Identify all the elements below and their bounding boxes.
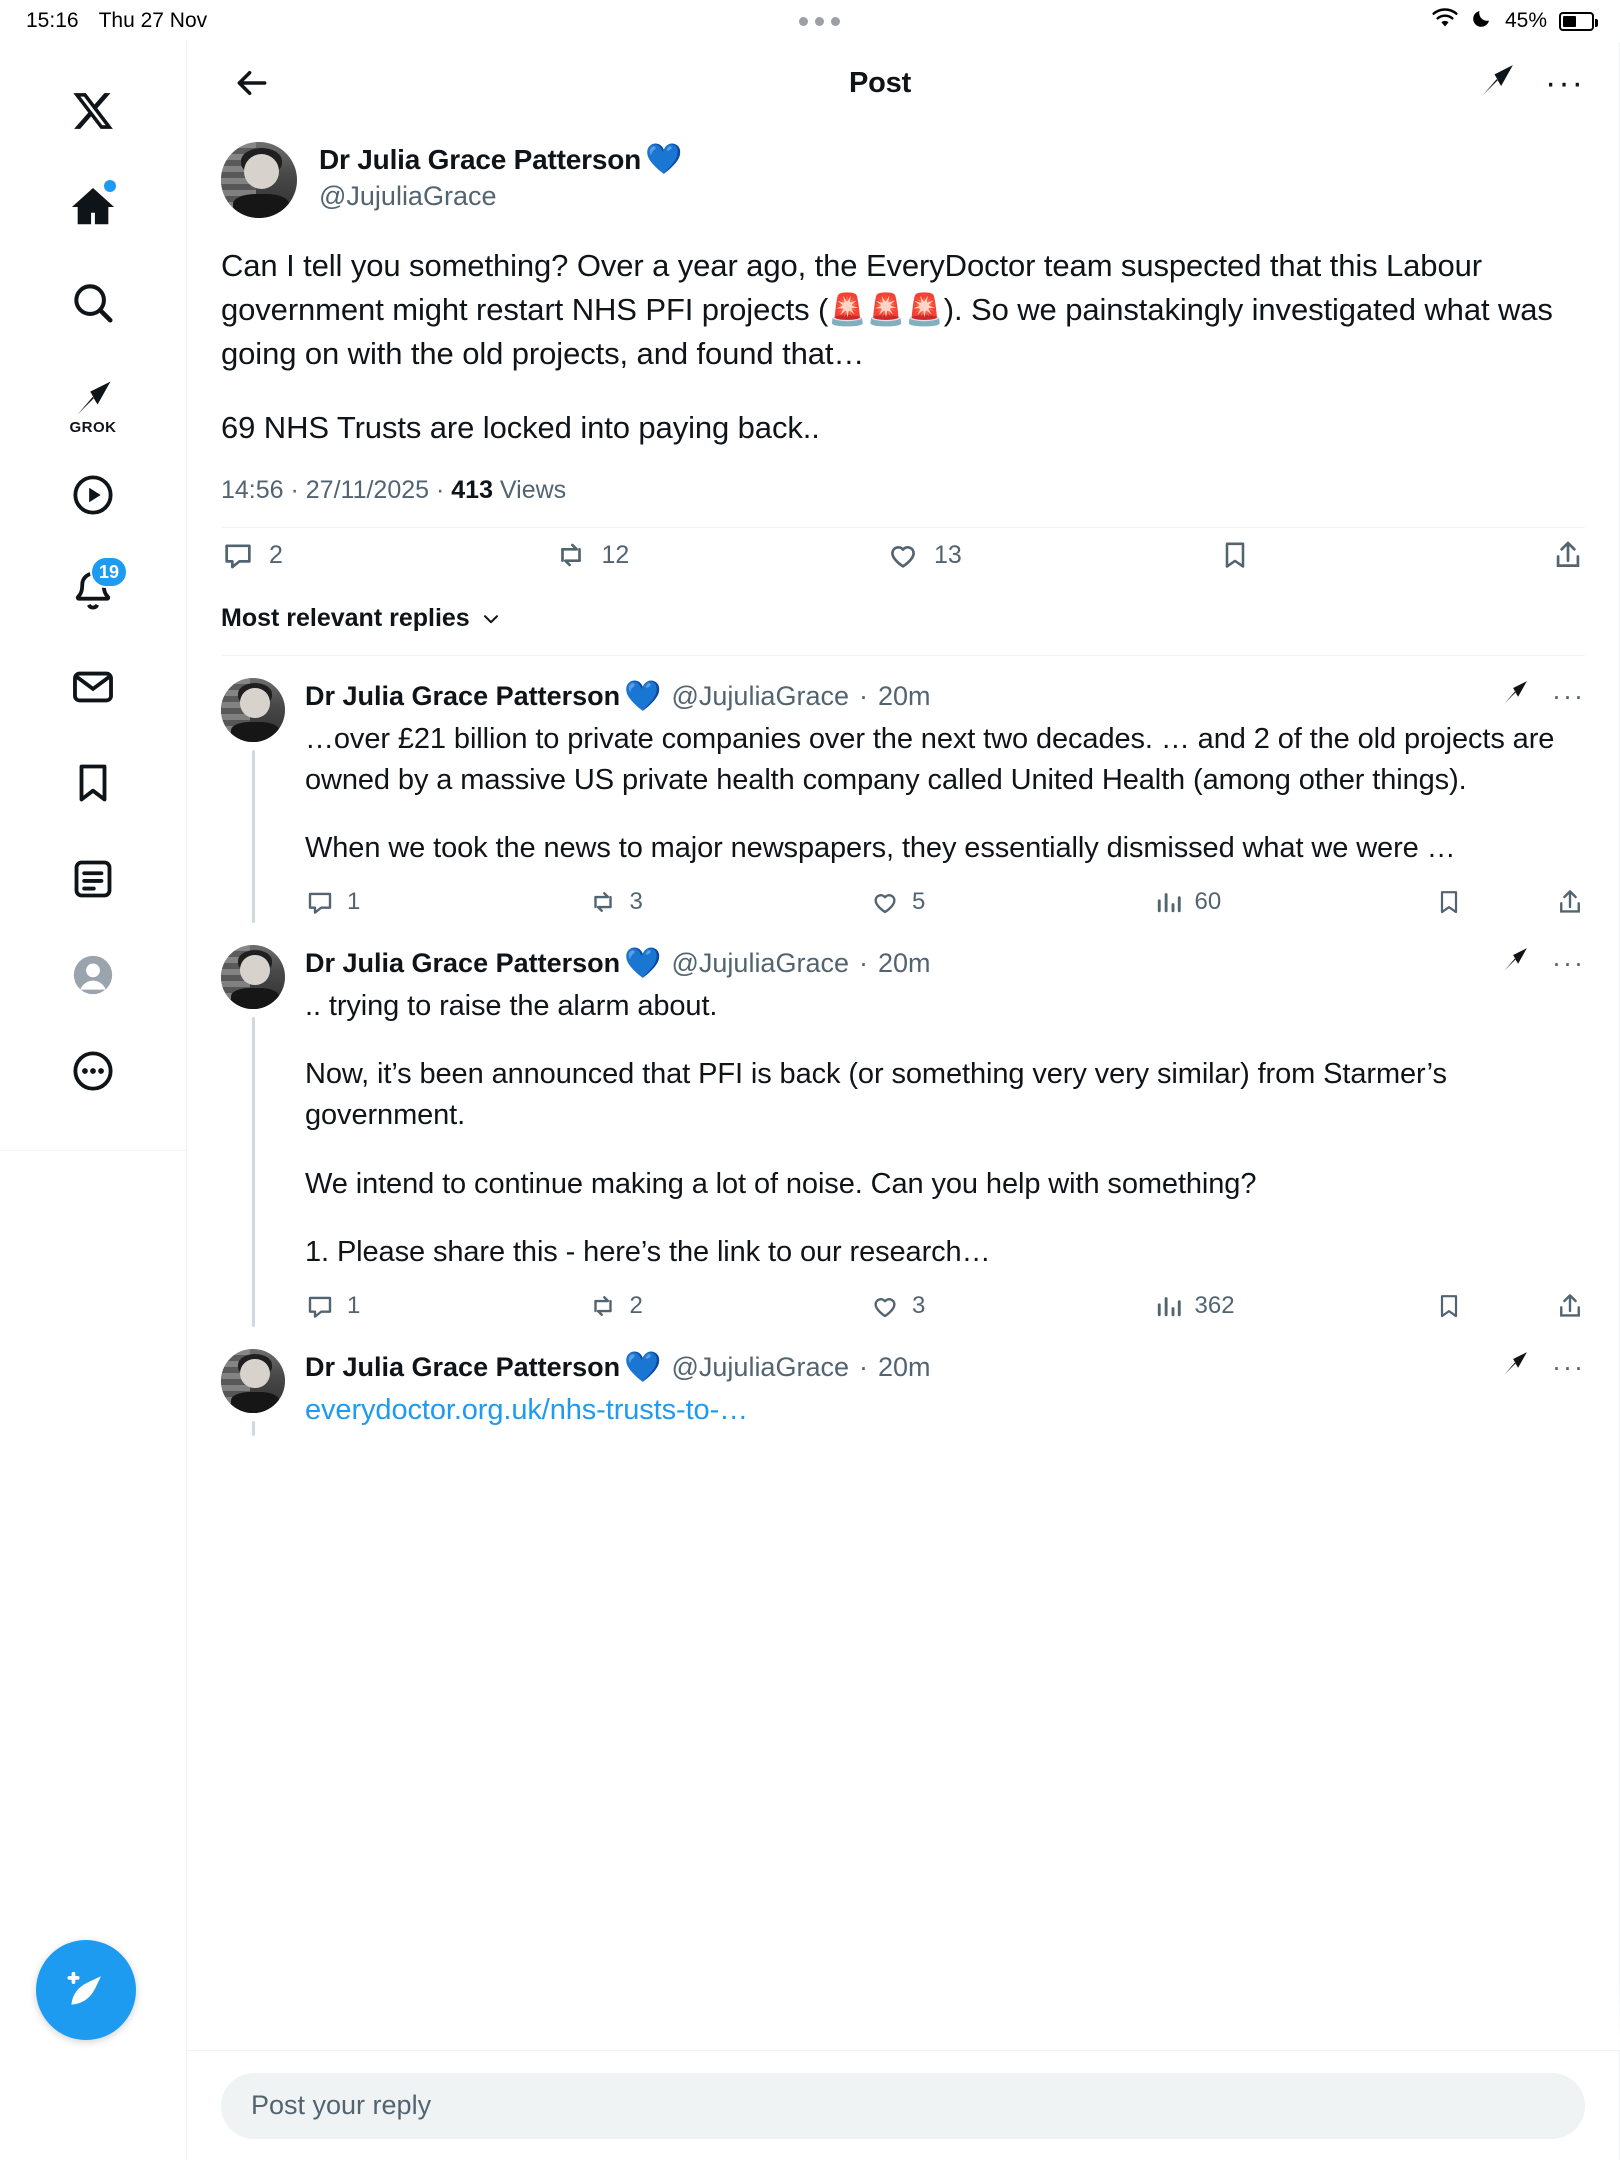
grok-icon[interactable] bbox=[1500, 1349, 1530, 1386]
home-unread-dot bbox=[104, 180, 116, 192]
share-button[interactable] bbox=[1555, 1291, 1585, 1321]
repost-count: 2 bbox=[629, 1291, 643, 1319]
reply-name-text: Dr Julia Grace Patterson bbox=[305, 947, 621, 978]
post-paragraph: Can I tell you something? Over a year ago, the EveryDoctor team suspected that this Labour government might restart NHS PFI projects (🚨🚨🚨). So we painstakingly investigated what was going on with the old projects, and found that… bbox=[221, 248, 1553, 372]
reply-paragraph: Now, it’s been announced that PFI is back (or something very very similar) from Starmer’s government. bbox=[305, 1058, 1447, 1132]
reply-paragraph: 1. Please share this - here’s the link to our research… bbox=[305, 1236, 991, 1269]
author-names bbox=[319, 142, 682, 212]
bookmark-icon bbox=[1435, 888, 1463, 916]
avatar[interactable] bbox=[221, 1349, 285, 1413]
post-timestamp: 14:56 · 27/11/2025 · bbox=[221, 476, 452, 505]
sidebar-item-notifications[interactable] bbox=[50, 548, 136, 634]
reply-button[interactable] bbox=[305, 887, 588, 917]
status-date: Thu 27 Nov bbox=[98, 9, 208, 32]
thread-line bbox=[252, 1017, 255, 1327]
grok-icon[interactable] bbox=[1500, 945, 1530, 982]
x-logo-icon bbox=[71, 89, 115, 133]
repost-button[interactable] bbox=[588, 1291, 871, 1321]
like-button[interactable] bbox=[870, 1291, 1153, 1321]
reply-time: 20m bbox=[877, 1351, 931, 1382]
status-left bbox=[26, 9, 207, 33]
sidebar-item-lists[interactable] bbox=[50, 836, 136, 922]
sidebar-divider bbox=[0, 1150, 186, 1151]
replies-sort-label: Most relevant replies bbox=[221, 604, 470, 633]
reply-item[interactable] bbox=[187, 656, 1619, 923]
reply-name-text: Dr Julia Grace Patterson bbox=[305, 681, 621, 712]
sidebar-item-messages[interactable] bbox=[50, 644, 136, 730]
reply-count: 2 bbox=[269, 540, 283, 569]
bookmark-icon bbox=[1219, 539, 1251, 571]
post-author[interactable] bbox=[221, 142, 1585, 218]
grok-icon[interactable] bbox=[1500, 678, 1530, 715]
reply-separator: · bbox=[858, 681, 868, 712]
sidebar-item-grok[interactable] bbox=[50, 356, 136, 442]
reply-text bbox=[305, 986, 1585, 1273]
heart-icon bbox=[870, 1291, 900, 1321]
reply-body bbox=[305, 678, 1585, 923]
more-circle-icon bbox=[70, 1048, 116, 1094]
avatar[interactable] bbox=[221, 142, 297, 218]
repost-icon bbox=[554, 538, 588, 572]
sidebar bbox=[0, 42, 187, 2160]
back-button[interactable] bbox=[221, 52, 283, 114]
sidebar-item-more[interactable] bbox=[50, 1028, 136, 1114]
wifi-icon bbox=[1431, 8, 1459, 34]
reply-paragraph: .. trying to raise the alarm about. bbox=[305, 989, 718, 1022]
reply-actions bbox=[305, 887, 1585, 917]
reply-handle: @JujuliaGrace bbox=[671, 1351, 849, 1382]
reply-left-column bbox=[221, 1349, 285, 1437]
like-count: 5 bbox=[912, 887, 926, 915]
battery-icon bbox=[1559, 12, 1594, 31]
sidebar-item-x-logo[interactable] bbox=[50, 68, 136, 154]
status-bar bbox=[0, 0, 1620, 42]
sidebar-item-search[interactable] bbox=[50, 260, 136, 346]
views-button[interactable] bbox=[1153, 1291, 1436, 1321]
lists-icon bbox=[70, 856, 116, 902]
repost-button[interactable] bbox=[588, 887, 871, 917]
post-paragraph: 69 NHS Trusts are locked into paying back.. bbox=[221, 410, 820, 446]
reply-icon bbox=[221, 538, 255, 572]
post-content bbox=[187, 124, 1619, 2050]
repost-count: 3 bbox=[629, 887, 643, 915]
reply-handle: @JujuliaGrace bbox=[671, 681, 849, 712]
share-icon bbox=[1555, 887, 1585, 917]
reply-button[interactable] bbox=[305, 1291, 588, 1321]
share-icon bbox=[1555, 1291, 1585, 1321]
body bbox=[0, 42, 1620, 2160]
reply-more-options-button[interactable]: ··· bbox=[1552, 1351, 1585, 1382]
reply-count: 1 bbox=[347, 1291, 361, 1319]
reply-actions bbox=[305, 1291, 1585, 1321]
reply-count: 1 bbox=[347, 887, 361, 915]
reply-header bbox=[305, 945, 1585, 982]
grok-icon bbox=[71, 377, 115, 421]
chevron-down-icon bbox=[480, 608, 502, 630]
mail-icon bbox=[70, 664, 116, 710]
share-button[interactable] bbox=[1551, 538, 1585, 572]
battery-percent: 45% bbox=[1504, 9, 1547, 32]
reply-name-text: Dr Julia Grace Patterson bbox=[305, 1351, 621, 1382]
bookmark-button[interactable] bbox=[1435, 888, 1463, 916]
views-count: 60 bbox=[1194, 887, 1222, 915]
blue-heart-emoji: 💙 bbox=[624, 1350, 662, 1384]
post-more-options-button[interactable]: ··· bbox=[1545, 64, 1585, 102]
grok-label: GROK bbox=[69, 419, 117, 436]
analytics-icon bbox=[1153, 887, 1183, 917]
thread-line bbox=[252, 750, 255, 923]
repost-count: 12 bbox=[601, 540, 630, 569]
reply-display-name bbox=[305, 946, 662, 981]
reply-composer[interactable] bbox=[187, 2050, 1619, 2160]
main-column bbox=[187, 42, 1620, 2160]
reply-handle: @JujuliaGrace bbox=[671, 947, 849, 978]
grok-icon[interactable] bbox=[1477, 61, 1517, 106]
bookmark-icon bbox=[70, 760, 116, 806]
bookmark-button[interactable] bbox=[1435, 1292, 1463, 1320]
author-handle: @JujuliaGrace bbox=[319, 181, 497, 211]
reply-separator: · bbox=[858, 947, 868, 978]
reply-body bbox=[305, 1349, 1585, 1437]
notifications-badge: 19 bbox=[90, 556, 128, 588]
reply-button[interactable] bbox=[221, 538, 554, 572]
reply-item[interactable] bbox=[187, 923, 1619, 1327]
author-display-name bbox=[319, 142, 682, 177]
post-actions bbox=[221, 527, 1585, 590]
dynamic-island-dots-icon bbox=[799, 17, 840, 26]
avatar[interactable] bbox=[221, 945, 285, 1009]
reply-header-right bbox=[1500, 1349, 1585, 1386]
blue-heart-emoji: 💙 bbox=[624, 946, 662, 980]
thread-line bbox=[252, 1421, 255, 1437]
status-right bbox=[1431, 7, 1594, 35]
bookmark-icon bbox=[1435, 1292, 1463, 1320]
reply-text bbox=[305, 719, 1585, 869]
status-time: 15:16 bbox=[26, 9, 79, 32]
reply-header bbox=[305, 1349, 1585, 1386]
reply-display-name bbox=[305, 679, 662, 714]
reply-time: 20m bbox=[877, 947, 931, 978]
author-name-text: Dr Julia Grace Patterson bbox=[319, 143, 641, 175]
post-views-count: 413 bbox=[451, 476, 493, 505]
like-button[interactable] bbox=[886, 538, 1219, 572]
reply-header-right bbox=[1500, 945, 1585, 982]
reply-more-options-button[interactable]: ··· bbox=[1552, 947, 1585, 978]
compose-icon bbox=[61, 1965, 111, 2015]
reply-more-options-button[interactable]: ··· bbox=[1552, 681, 1585, 712]
reply-left-column bbox=[221, 678, 285, 923]
sidebar-item-video[interactable] bbox=[50, 452, 136, 538]
replies-sort-selector[interactable] bbox=[221, 590, 1585, 656]
reply-link[interactable]: everydoctor.org.uk/nhs-trusts-to-… bbox=[305, 1393, 749, 1426]
share-icon bbox=[1551, 538, 1585, 572]
reply-icon bbox=[305, 887, 335, 917]
compose-post-button[interactable] bbox=[36, 1940, 136, 2040]
heart-icon bbox=[870, 887, 900, 917]
top-bar bbox=[187, 42, 1619, 124]
share-button[interactable] bbox=[1555, 887, 1585, 917]
reply-header-right bbox=[1500, 678, 1585, 715]
reply-input[interactable]: Post your reply bbox=[221, 2073, 1585, 2139]
views-button[interactable] bbox=[1153, 887, 1436, 917]
repost-button[interactable] bbox=[554, 538, 887, 572]
search-icon bbox=[70, 280, 116, 326]
analytics-icon bbox=[1153, 1291, 1183, 1321]
reply-header bbox=[305, 678, 1585, 715]
arrow-left-icon bbox=[233, 64, 271, 102]
avatar-icon bbox=[70, 952, 116, 998]
main-post bbox=[187, 124, 1619, 656]
video-icon bbox=[70, 472, 116, 518]
sidebar-item-home[interactable] bbox=[50, 164, 136, 250]
reply-display-name bbox=[305, 1350, 662, 1385]
reply-left-column bbox=[221, 945, 285, 1327]
reply-icon bbox=[305, 1291, 335, 1321]
reply-text bbox=[305, 1390, 1585, 1431]
blue-heart-emoji: 💙 bbox=[624, 680, 662, 714]
like-count: 3 bbox=[912, 1291, 926, 1319]
reply-paragraph: …over £21 billion to private companies over the next two decades. … and 2 of the old projects are owned by a massive US private health company called United Health (among other things). bbox=[305, 723, 1555, 796]
bookmark-button[interactable] bbox=[1219, 539, 1552, 571]
reply-item[interactable] bbox=[187, 1327, 1619, 1437]
reply-separator: · bbox=[858, 1351, 868, 1382]
reply-paragraph: We intend to continue making a lot of noise. Can you help with something? bbox=[305, 1167, 1257, 1200]
like-count: 13 bbox=[934, 540, 962, 569]
blue-heart-emoji: 💙 bbox=[645, 143, 683, 176]
post-views-label: Views bbox=[492, 476, 567, 505]
views-count: 362 bbox=[1194, 1291, 1235, 1319]
heart-icon bbox=[886, 538, 920, 572]
top-bar-right bbox=[1477, 61, 1585, 106]
avatar[interactable] bbox=[221, 678, 285, 742]
status-center bbox=[207, 17, 1431, 26]
post-text bbox=[221, 244, 1585, 450]
moon-icon bbox=[1471, 7, 1493, 35]
reply-time: 20m bbox=[877, 681, 931, 712]
like-button[interactable] bbox=[870, 887, 1153, 917]
page-title: Post bbox=[848, 66, 912, 99]
sidebar-item-profile[interactable] bbox=[50, 932, 136, 1018]
post-meta bbox=[221, 476, 1585, 505]
repost-icon bbox=[588, 1291, 618, 1321]
sidebar-item-bookmarks[interactable] bbox=[50, 740, 136, 826]
reply-paragraph: When we took the news to major newspapers, they essentially dismissed what we were … bbox=[305, 832, 1456, 865]
reply-body bbox=[305, 945, 1585, 1327]
repost-icon bbox=[588, 887, 618, 917]
